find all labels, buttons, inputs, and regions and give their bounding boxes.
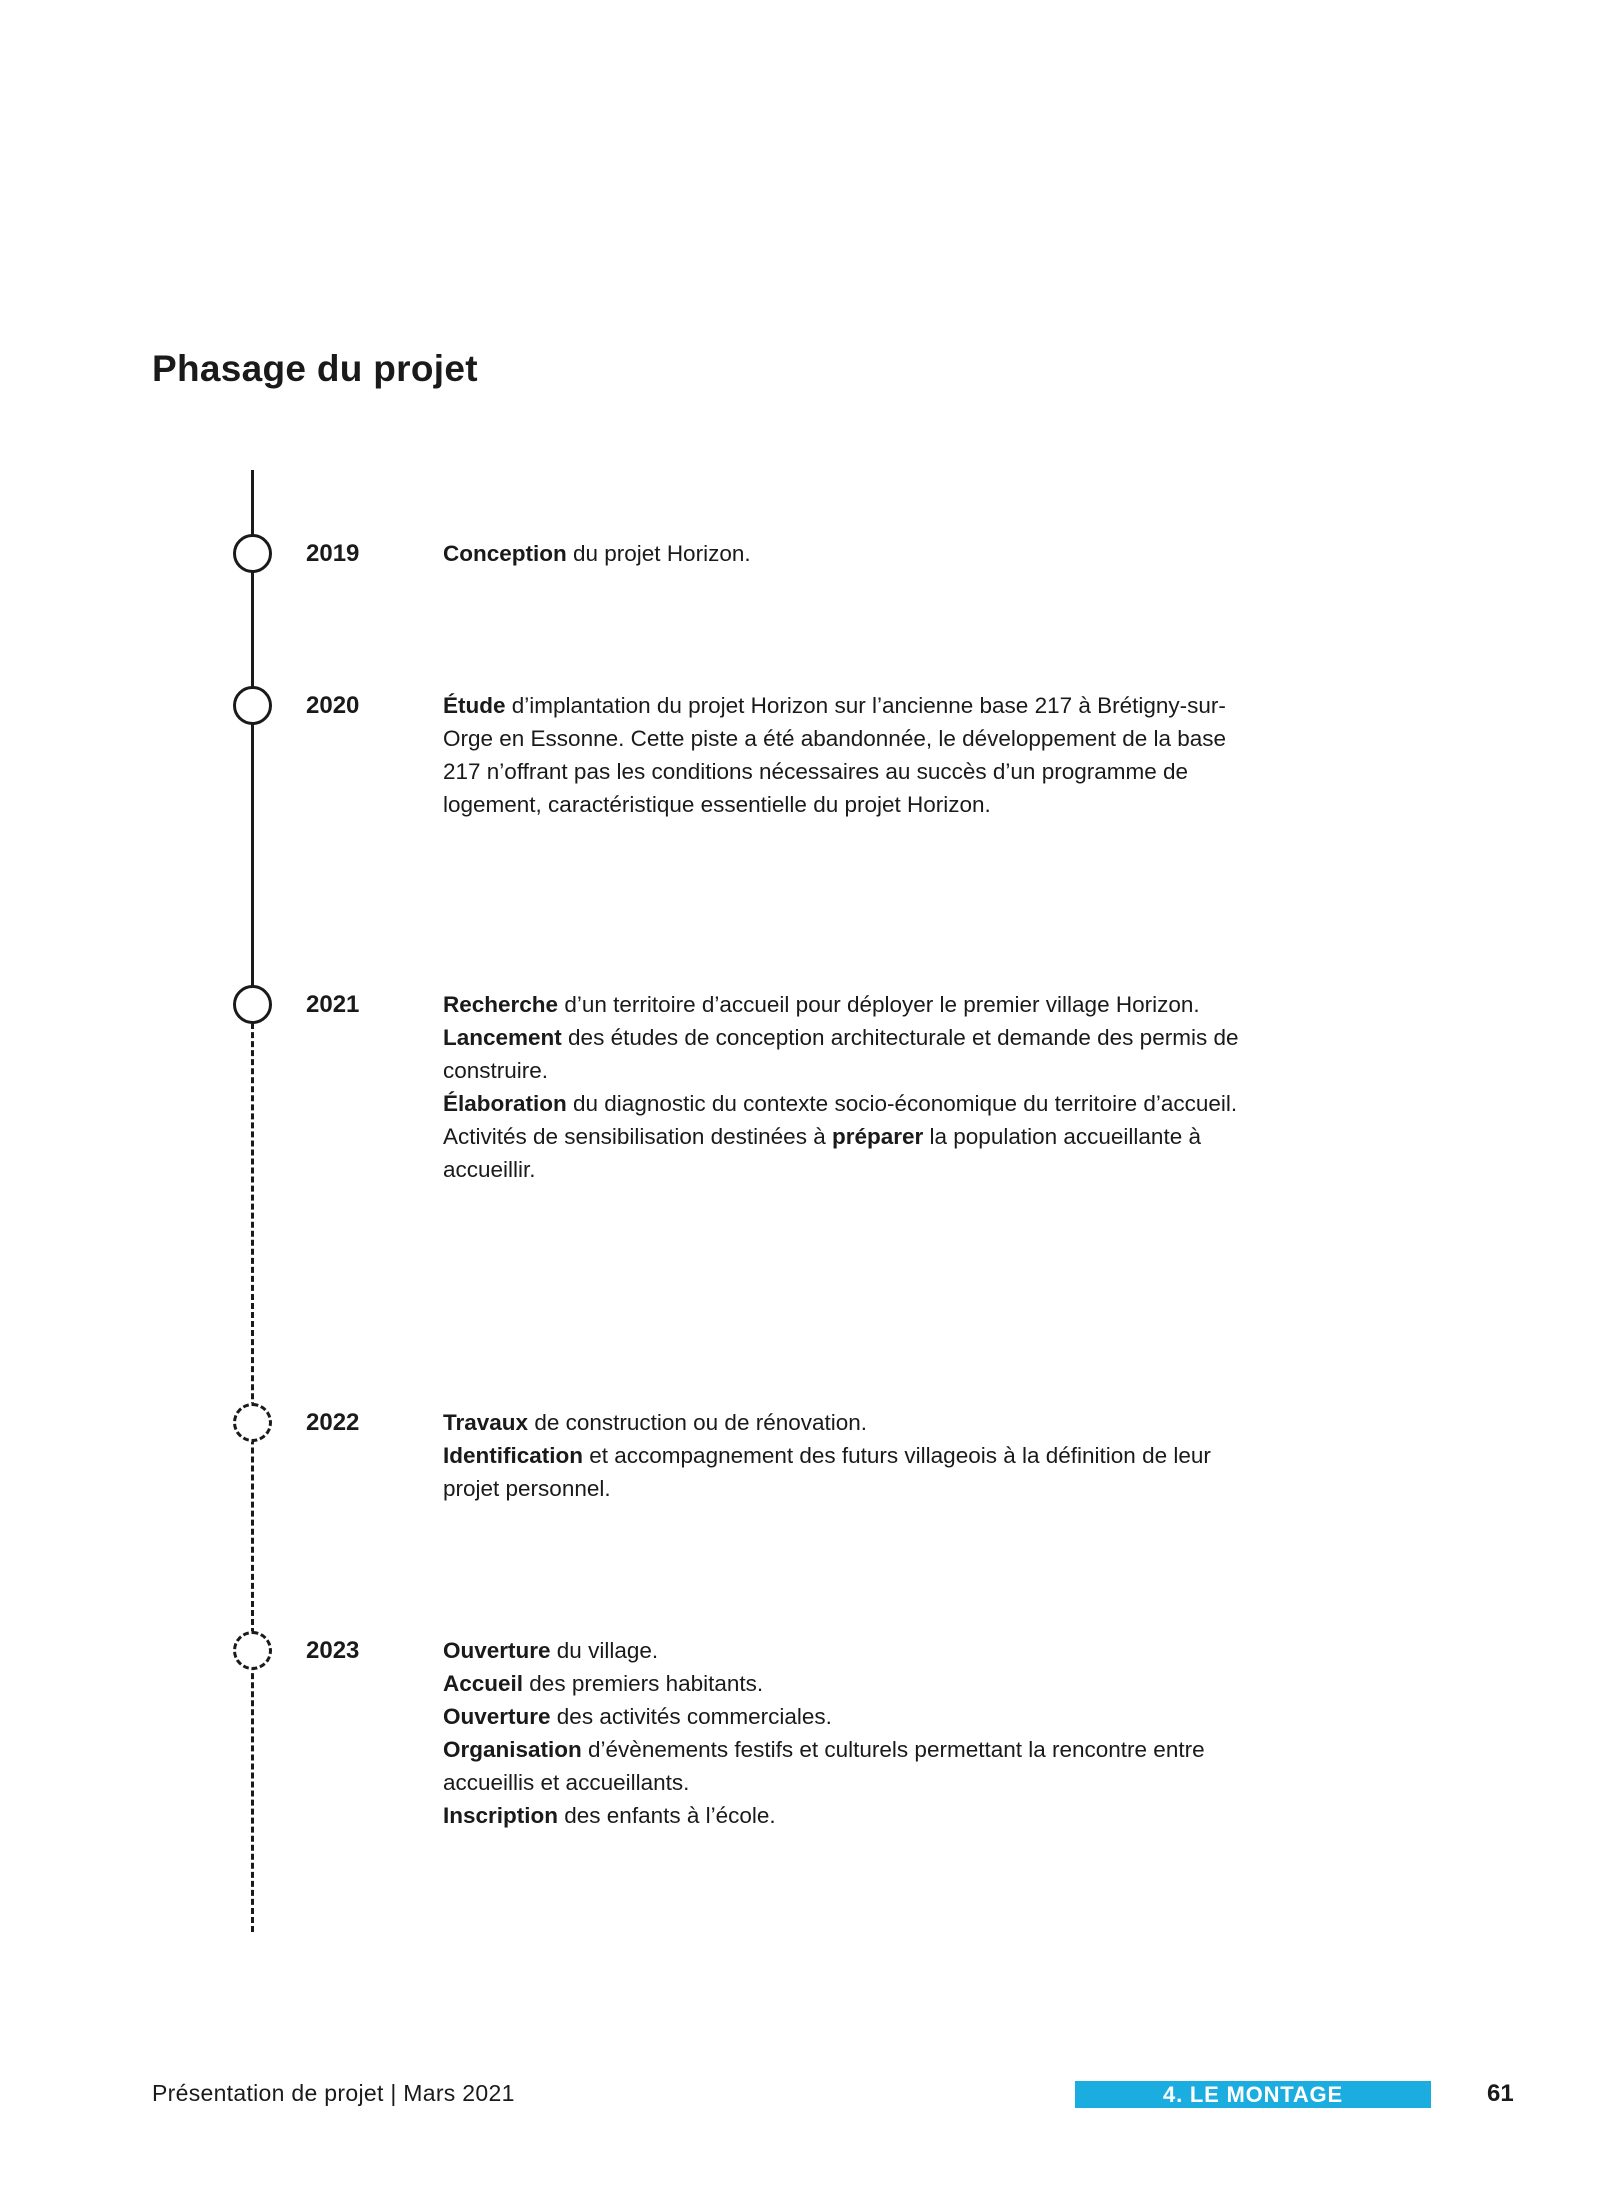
paragraph-text: du projet Horizon. xyxy=(566,541,751,566)
paragraph-text: d’implantation du projet Horizon sur l’ancienne base 217 à Brétigny-sur-Orge en Essonne. Cette piste a été abandonnée, le développement de la base 217 n’offrant pas les conditions nécessaires au succès d’un programme de logement, caractéristique essentielle du projet Horizon. xyxy=(443,693,1227,817)
footer-section-banner: 4. LE MONTAGE xyxy=(1075,2081,1431,2108)
timeline-paragraph xyxy=(443,1087,1255,1120)
timeline-year-2019: 2019 xyxy=(306,540,360,567)
paragraph-text: la population accueillante à accueillir. xyxy=(443,1124,1201,1182)
timeline-text-2023 xyxy=(443,1634,1255,1832)
timeline-text-2019 xyxy=(443,537,1255,570)
timeline-paragraph xyxy=(443,1667,1255,1700)
paragraph-lead-bold: Accueil xyxy=(443,1671,524,1696)
page-title: Phasage du projet xyxy=(152,348,478,389)
paragraph-text: du diagnostic du contexte socio-économique du territoire d’accueil. xyxy=(566,1091,1238,1116)
timeline-text-2021 xyxy=(443,988,1255,1186)
footer-page-number: 61 xyxy=(1487,2080,1514,2107)
paragraph-lead-bold: Étude xyxy=(443,693,506,718)
paragraph-lead-bold: préparer xyxy=(831,1124,924,1149)
paragraph-text: Activités de sensibilisation destinées à xyxy=(443,1124,832,1149)
paragraph-lead-bold: Ouverture xyxy=(443,1638,551,1663)
timeline-marker-2020 xyxy=(233,686,272,725)
paragraph-text: et accompagnement des futurs villageois à la définition de leur projet personnel. xyxy=(443,1443,1211,1501)
timeline-paragraph xyxy=(443,689,1255,821)
timeline-marker-2023 xyxy=(233,1631,272,1670)
timeline-paragraph xyxy=(443,1021,1255,1087)
paragraph-text: des activités commerciales. xyxy=(550,1704,832,1729)
timeline-paragraph xyxy=(443,1700,1255,1733)
paragraph-lead-bold: Ouverture xyxy=(443,1704,551,1729)
timeline-paragraph xyxy=(443,1406,1255,1439)
timeline-year-2023: 2023 xyxy=(306,1637,360,1664)
timeline-year-2020: 2020 xyxy=(306,692,360,719)
timeline-paragraph xyxy=(443,537,1255,570)
footer-document-info: Présentation de projet | Mars 2021 xyxy=(152,2080,515,2106)
timeline-line-dashed xyxy=(251,1005,254,1932)
timeline-paragraph xyxy=(443,1634,1255,1667)
paragraph-text: du village. xyxy=(550,1638,659,1663)
paragraph-text: de construction ou de rénovation. xyxy=(528,1410,868,1435)
paragraph-lead-bold: Organisation xyxy=(443,1737,582,1762)
paragraph-lead-bold: Élaboration xyxy=(443,1091,567,1116)
timeline-text-2022 xyxy=(443,1406,1255,1505)
paragraph-lead-bold: Recherche xyxy=(443,992,559,1017)
paragraph-text: des études de conception architecturale et demande des permis de construire. xyxy=(443,1025,1239,1083)
paragraph-lead-bold: Travaux xyxy=(443,1410,529,1435)
timeline-year-2021: 2021 xyxy=(306,991,360,1018)
timeline-marker-2021 xyxy=(233,985,272,1024)
timeline-paragraph xyxy=(443,988,1255,1021)
paragraph-text: des enfants à l’école. xyxy=(558,1803,776,1828)
paragraph-lead-bold: Lancement xyxy=(443,1025,562,1050)
paragraph-text: d’un territoire d’accueil pour déployer le premier village Horizon. xyxy=(558,992,1200,1017)
paragraph-text: des premiers habitants. xyxy=(523,1671,764,1696)
paragraph-text: d’évènements festifs et culturels permettant la rencontre entre accueillis et accueillants. xyxy=(443,1737,1205,1795)
timeline-text-2020 xyxy=(443,689,1255,821)
timeline-marker-2019 xyxy=(233,534,272,573)
paragraph-lead-bold: Inscription xyxy=(443,1803,559,1828)
timeline-paragraph xyxy=(443,1799,1255,1832)
timeline-paragraph xyxy=(443,1120,1255,1186)
timeline-year-2022: 2022 xyxy=(306,1409,360,1436)
timeline-paragraph xyxy=(443,1733,1255,1799)
timeline-marker-2022 xyxy=(233,1403,272,1442)
timeline-paragraph xyxy=(443,1439,1255,1505)
paragraph-lead-bold: Conception xyxy=(443,541,567,566)
paragraph-lead-bold: Identification xyxy=(443,1443,583,1468)
